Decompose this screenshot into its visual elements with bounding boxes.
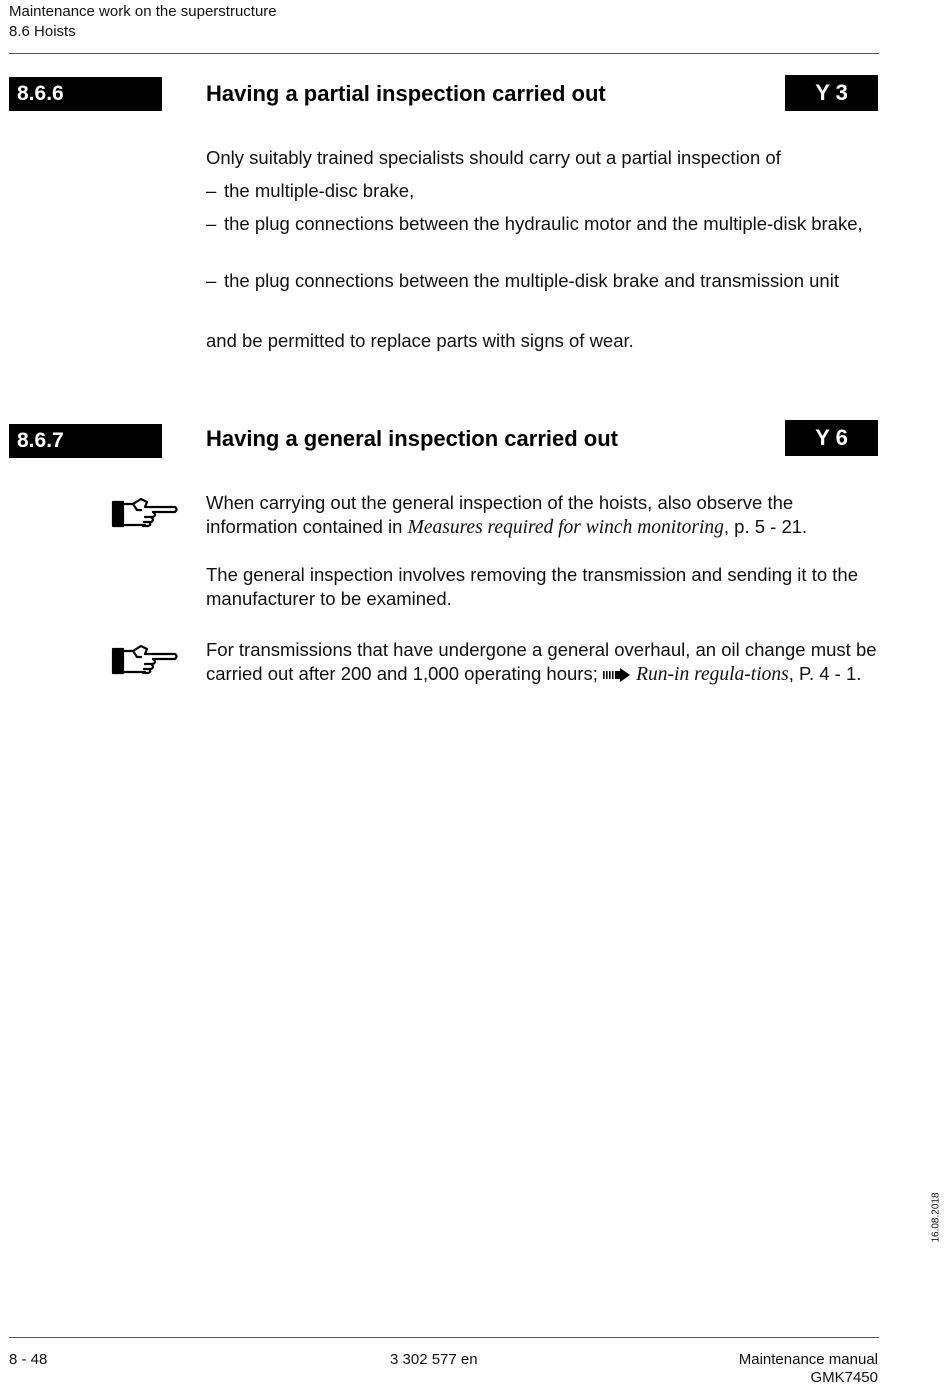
note-paragraph <box>206 491 878 540</box>
bullet-dash: – <box>206 213 217 234</box>
note-text-tail: , p. 5 - 21. <box>723 516 808 537</box>
intro-paragraph: Only suitably trained specialists should carry out a partial inspection of <box>206 147 781 168</box>
body-paragraph: The general inspection involves removing the transmission and sending it to the manufacturer to be examined. <box>206 564 858 609</box>
header-divider <box>9 53 879 54</box>
cross-reference-link[interactable]: Measures required for winch monitoring <box>407 517 724 538</box>
list-item <box>206 212 878 236</box>
manual-title: Maintenance manual <box>738 1351 878 1368</box>
list-item-text: the plug connections between the hydraulic motor and the multiple-disk brake, <box>224 213 863 234</box>
pointing-hand-icon <box>111 496 179 534</box>
cross-reference-link[interactable]: Run-in regula-tions <box>636 664 789 685</box>
running-header-title: Maintenance work on the superstructure <box>9 3 277 20</box>
document-number: 3 302 577 en <box>390 1351 478 1368</box>
note-text: For transmissions that have undergone a general overhaul, an oil change must be carried out after 200 and 1,000 operating hours; <box>206 639 877 684</box>
list-item <box>206 269 878 293</box>
pointing-hand-icon <box>111 643 179 681</box>
footer-divider <box>9 1337 879 1338</box>
section-number: 8.6.7 <box>9 424 162 458</box>
section-number: 8.6.6 <box>9 77 162 111</box>
outro-paragraph: and be permitted to replace parts with signs of wear. <box>206 330 634 351</box>
list-item-text: the plug connections between the multiple-disk brake and transmission unit <box>224 270 839 291</box>
running-header-section: 8.6 Hoists <box>9 23 76 40</box>
list-item <box>206 179 878 203</box>
date-stamp: 16.08.2018 <box>930 1192 942 1243</box>
bullet-dash: – <box>206 270 217 291</box>
section-title: Having a general inspection carried out <box>206 426 618 451</box>
arrow-right-icon <box>603 668 631 682</box>
page-number: 8 - 48 <box>9 1351 48 1368</box>
model-name: GMK7450 <box>810 1369 878 1386</box>
note-paragraph <box>206 638 878 687</box>
section-title: Having a partial inspection carried out <box>206 81 606 106</box>
interval-badge: Y 3 <box>785 75 878 111</box>
note-text: When carrying out the general inspection of the hoists, also observe the information contained in <box>206 492 794 537</box>
interval-badge: Y 6 <box>785 420 878 456</box>
note-text-tail: , P. 4 - 1. <box>788 663 862 684</box>
bullet-dash: – <box>206 180 217 201</box>
list-item-text: the multiple-disc brake, <box>224 180 415 201</box>
